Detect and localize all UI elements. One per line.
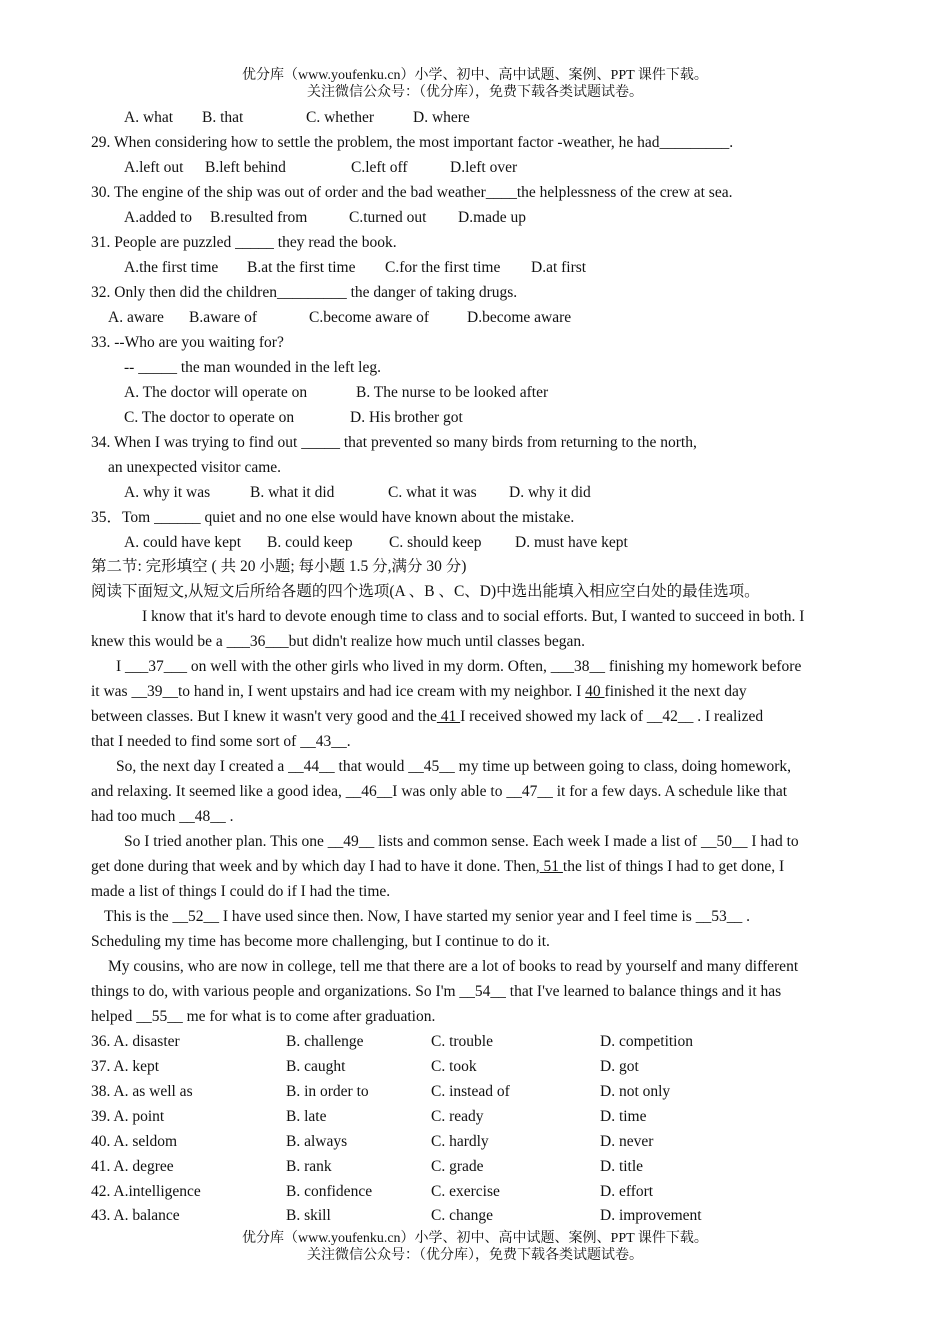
- option-a: A.the first time: [124, 259, 219, 276]
- option-a: 40. A. seldom: [91, 1133, 178, 1150]
- option-c: C. ready: [431, 1108, 484, 1125]
- option-c: C. change: [431, 1207, 493, 1224]
- footer-line-1: 优分库（www.youfenku.cn）小学、初中、高中试题、案例、PPT 课件下载。: [242, 1231, 708, 1246]
- header-line-2: 关注微信公众号：（优分库），免费下载各类试题试卷。: [307, 85, 643, 100]
- blank-51: 51: [539, 858, 563, 875]
- option-d: D. effort: [600, 1183, 654, 1200]
- option-c: C. The doctor to operate on: [124, 409, 295, 426]
- passage-line: This is the __52__ I have used since then. Now, I have started my senior year and I feel time is __53__ .: [104, 908, 750, 925]
- option-d: D. title: [600, 1158, 644, 1175]
- passage-line: [91, 857, 784, 877]
- passage-line: [91, 707, 763, 727]
- question-33-stem-response: -- _____ the man wounded in the left leg.: [124, 359, 381, 376]
- option-a: A. could have kept: [124, 534, 242, 551]
- question-35-stem: 35．Tom ______ quiet and no one else would have known about the mistake.: [91, 509, 575, 526]
- passage-text: get done during that week and by which day I had to have it done. Then,: [91, 858, 540, 875]
- passage-line: I know that it's hard to devote enough time to class and to social efforts. But, I wanted to succeed in both. I: [142, 608, 805, 625]
- option-d: D. must have kept: [515, 534, 628, 551]
- option-c: C. trouble: [431, 1033, 493, 1050]
- option-b: B.aware of: [189, 309, 257, 326]
- option-c: C.become aware of: [309, 309, 430, 326]
- option-c: C. hardly: [431, 1133, 489, 1150]
- section-instruction: 阅读下面短文,从短文后所给各题的四个选项(A 、B 、C、D)中选出能填入相应空白处的最佳选项。: [91, 583, 760, 600]
- option-d: D. time: [600, 1108, 647, 1125]
- passage-text: between classes. But I knew it wasn't very good and the: [91, 708, 437, 725]
- option-d: D. improvement: [600, 1207, 702, 1224]
- question-34-stem-cont: an unexpected visitor came.: [108, 459, 282, 476]
- section-title: 第二节: 完形填空 ( 共 20 小题; 每小题 1.5 分,满分 30 分): [91, 558, 467, 575]
- option-a: 38. A. as well as: [91, 1083, 193, 1100]
- header-line-1: 优分库（www.youfenku.cn）小学、初中、高中试题、案例、PPT 课件下载。: [242, 68, 708, 83]
- passage-text: the list of things I had to get done, I: [562, 858, 785, 875]
- option-c: C. whether: [306, 109, 375, 126]
- option-a: A. what: [124, 109, 174, 126]
- question-31-stem: 31. People are puzzled _____ they read the book.: [91, 234, 397, 251]
- passage-text: it was __39__to hand in, I went upstairs and had ice cream with my neighbor. I: [91, 683, 586, 700]
- option-c: C. instead of: [431, 1083, 510, 1100]
- page-header: [0, 67, 950, 101]
- option-c: C. should keep: [389, 534, 482, 551]
- passage-line: [91, 682, 747, 702]
- question-34-stem: 34. When I was trying to find out _____ that prevented so many birds from returning to the north,: [91, 434, 697, 451]
- option-d: D.left over: [450, 159, 518, 176]
- option-c: C. what it was: [388, 484, 477, 501]
- option-c: C. took: [431, 1058, 477, 1075]
- option-d: D. competition: [600, 1033, 693, 1050]
- option-b: B. skill: [286, 1207, 331, 1224]
- passage-line: Scheduling my time has become more challenging, but I continue to do it.: [91, 933, 550, 950]
- option-b: B.at the first time: [247, 259, 356, 276]
- passage-line: that I needed to find some sort of __43__.: [91, 733, 351, 750]
- passage-line: things to do, with various people and organizations. So I'm __54__ that I've learned to balance things and it has: [91, 983, 782, 1000]
- option-b: B. confidence: [286, 1183, 373, 1200]
- option-b: B. what it did: [250, 484, 335, 501]
- option-c: C. grade: [431, 1158, 484, 1175]
- option-d: D. not only: [600, 1083, 671, 1100]
- option-d: D. never: [600, 1133, 654, 1150]
- option-a: 39. A. point: [91, 1108, 165, 1125]
- passage-line: So I tried another plan. This one __49__ lists and common sense. Each week I made a list of __50__ I had to: [124, 833, 799, 850]
- option-b: B. in order to: [286, 1083, 369, 1100]
- option-a: A.added to: [124, 209, 193, 226]
- option-a: 37. A. kept: [91, 1058, 160, 1075]
- option-d: D. His brother got: [350, 409, 463, 426]
- option-a: A. why it was: [124, 484, 211, 501]
- blank-40: 40: [585, 683, 605, 700]
- blank-41: 41: [436, 708, 461, 725]
- passage-line: So, the next day I created a __44__ that would __45__ my time up between going to class, doing homework,: [116, 758, 791, 775]
- option-d: D.at first: [531, 259, 587, 276]
- option-a: 36. A. disaster: [91, 1033, 180, 1050]
- option-b: B. always: [286, 1133, 348, 1150]
- option-a: A.left out: [124, 159, 184, 176]
- option-a: A. The doctor will operate on: [124, 384, 308, 401]
- option-b: B.resulted from: [210, 209, 308, 226]
- option-c: C. exercise: [431, 1183, 500, 1200]
- passage-line: knew this would be a ___36___but didn't realize how much until classes began.: [91, 633, 585, 650]
- question-33-stem: 33. --Who are you waiting for?: [91, 334, 284, 351]
- passage-text: finished it the next day: [604, 683, 747, 700]
- passage-line: had too much __48__ .: [91, 808, 234, 825]
- option-b: B. that: [202, 109, 244, 126]
- option-b: B.left behind: [205, 159, 286, 176]
- option-c: C.left off: [351, 159, 408, 176]
- option-b: B. caught: [286, 1058, 346, 1075]
- option-d: D.made up: [458, 209, 527, 226]
- option-b: B. challenge: [286, 1033, 364, 1050]
- option-a: A. aware: [108, 309, 164, 326]
- passage-line: I ___37___ on well with the other girls who lived in my dorm. Often, ___38__ finishing my homework before: [116, 658, 802, 675]
- question-30-stem: 30. The engine of the ship was out of order and the bad weather____the helplessness of the crew at sea.: [91, 184, 733, 201]
- option-a: 42. A.intelligence: [91, 1183, 201, 1200]
- option-c: C.turned out: [349, 209, 427, 226]
- option-b: B. The nurse to be looked after: [356, 384, 549, 401]
- passage-line: and relaxing. It seemed like a good idea, __46__I was only able to __47__ it for a few days. A schedule like that: [91, 783, 788, 800]
- option-b: B. rank: [286, 1158, 332, 1175]
- option-c: C.for the first time: [385, 259, 501, 276]
- question-32-stem: 32. Only then did the children_________ the danger of taking drugs.: [91, 284, 518, 301]
- option-a: 43. A. balance: [91, 1207, 180, 1224]
- passage-line: helped __55__ me for what is to come after graduation.: [91, 1008, 436, 1025]
- option-d: D.become aware: [467, 309, 572, 326]
- page-footer: [0, 1230, 950, 1264]
- option-b: B. late: [286, 1108, 327, 1125]
- passage-line: My cousins, who are now in college, tell me that there are a lot of books to read by yourself and many different: [108, 958, 799, 975]
- option-d: D. where: [413, 109, 470, 126]
- passage-line: made a list of things I could do if I had the time.: [91, 883, 391, 900]
- option-d: D. got: [600, 1058, 639, 1075]
- question-29-stem: 29. When considering how to settle the problem, the most important factor -weather, he had_________.: [91, 134, 734, 151]
- option-a: 41. A. degree: [91, 1158, 174, 1175]
- footer-line-2: 关注微信公众号：（优分库），免费下载各类试题试卷。: [307, 1248, 643, 1263]
- passage-text: I received showed my lack of __42__ . I realized: [460, 708, 764, 725]
- option-d: D. why it did: [509, 484, 591, 501]
- option-b: B. could keep: [267, 534, 353, 551]
